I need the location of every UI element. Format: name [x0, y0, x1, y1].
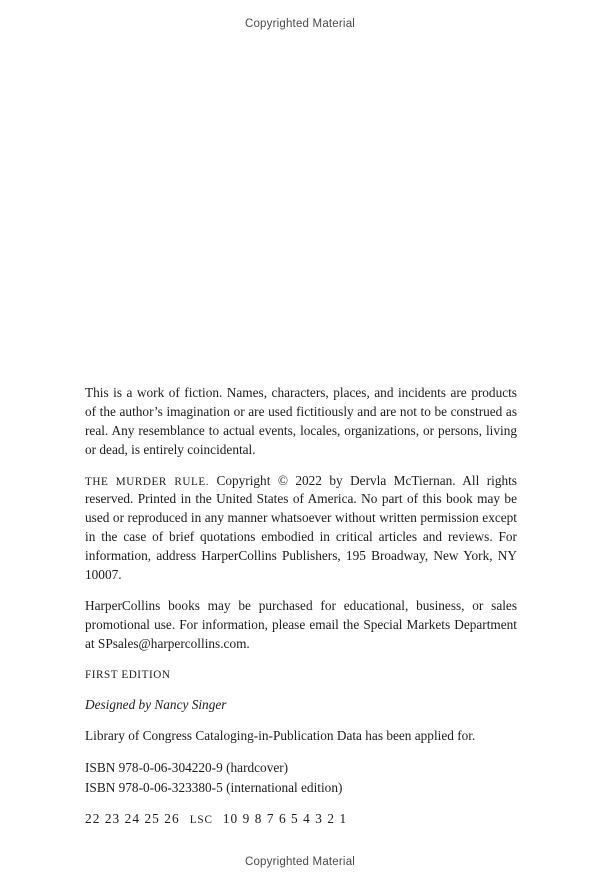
copyright-text-block [85, 384, 517, 841]
printers-key-years: 22 23 24 25 26 [85, 810, 180, 826]
printer-code-small-caps: LSC [189, 813, 213, 826]
fiction-disclaimer-paragraph: This is a work of fiction. Names, characters, places, and incidents are products of the author’s imagination or are used fictitiously and are not to be construed as real. Any resemblance to actual events, locales, organizations, or persons, living or dead, is entirely coincidental. [85, 385, 517, 457]
first-edition-small-caps: FIRST EDITION [85, 669, 171, 682]
copyrighted-material-top-notice: Copyrighted Material [244, 18, 356, 30]
printers-key-line [85, 810, 517, 829]
library-of-congress-line: Library of Congress Cataloging-in-Publication Data has been applied for. [85, 728, 476, 744]
isbn-international-line: ISBN 978-0-06-323380-5 (international edition) [85, 779, 343, 795]
book-title-small-caps: THE MURDER RULE. [85, 475, 210, 488]
copyrighted-material-bottom-notice: Copyrighted Material [244, 856, 356, 868]
edition-line [85, 665, 517, 684]
special-markets-paragraph: HarperCollins books may be purchased for educational, business, or sales promotional use. For information, please email the Special Markets Department at SPsales@harpercollins.com. [85, 597, 517, 651]
designer-credit-line: Designed by Nancy Singer [85, 697, 227, 713]
isbn-hardcover-line: ISBN 978-0-06-304220-9 (hardcover) [85, 760, 289, 775]
copyright-notice-paragraph [85, 472, 517, 585]
printers-key-numbers: 10 9 8 7 6 5 4 3 2 1 [222, 810, 348, 826]
copyright-notice-text: Copyright © 2022 by Dervla McTiernan. All rights reserved. Printed in the United States of America. No part of this book may be used or reproduced in any manner whatsoever without written permission except in the case of brief quotations embodied in critical articles and reviews. For information, address HarperCollins Publishers, 195 Broadway, New York, NY 10007. [85, 472, 517, 582]
isbn-block [85, 758, 517, 798]
